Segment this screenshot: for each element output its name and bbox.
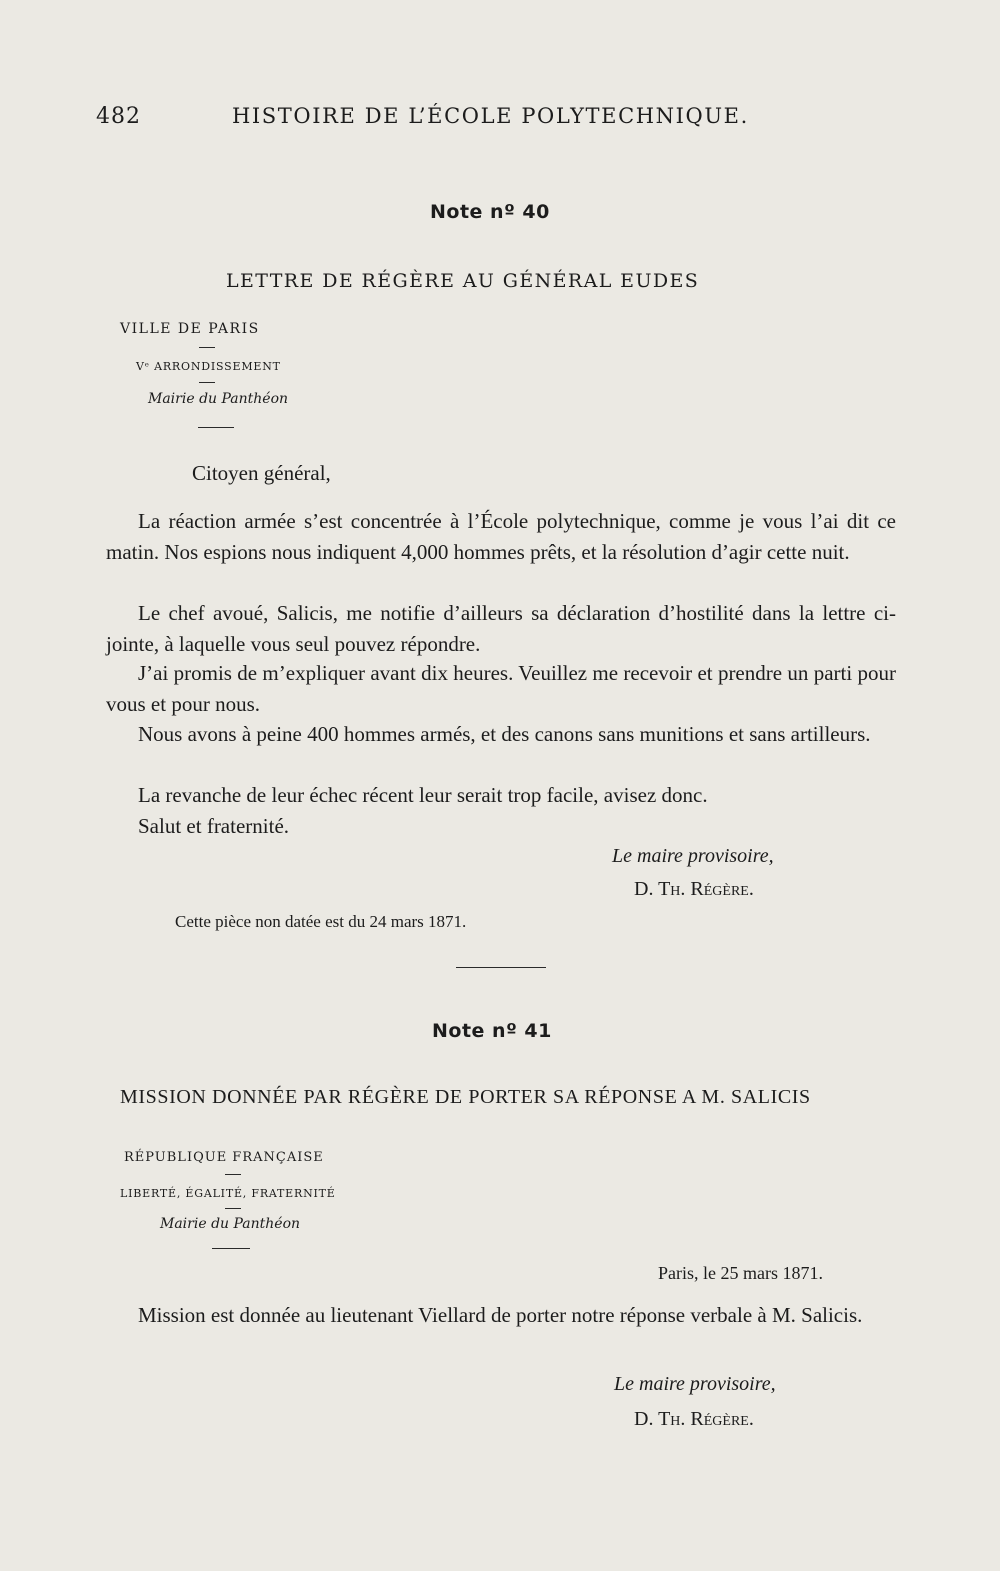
letterhead-rule: [198, 427, 234, 428]
letterhead-arrondissement: Vᵉ ARRONDISSEMENT: [136, 360, 281, 373]
letter-closing: Salut et fraternité.: [138, 814, 290, 838]
signature-title: Le maire provisoire,: [612, 845, 774, 867]
letterhead-mairie: Mairie du Panthéon: [148, 391, 289, 407]
signature-name: D. Th. Régère.: [634, 878, 754, 900]
dateline: Paris, le 25 mars 1871.: [658, 1263, 823, 1283]
note-41-title: Note nº 41: [432, 1020, 552, 1042]
mission-paragraph: Mission est donnée au lieutenant Viellard de porter notre réponse verbale à M. Salicis.: [138, 1303, 863, 1327]
letterhead-dash: [225, 1174, 241, 1175]
note-40-heading: LETTRE DE RÉGÈRE AU GÉNÉRAL EUDES: [226, 270, 700, 292]
letterhead-dash: [225, 1208, 241, 1209]
letterhead-dash: [199, 382, 215, 383]
section-separator: [456, 967, 546, 968]
footnote: Cette pièce non datée est du 24 mars 1871.: [175, 912, 467, 931]
letterhead-republic: RÉPUBLIQUE FRANÇAISE: [124, 1150, 324, 1165]
page-number: 482: [96, 104, 141, 129]
letter-paragraph: La réaction armée s’est concentrée à l’École polytechnique, comme je vous l’ai dit ce matin. Nos espions nous indiquent 4,000 hommes prêts, et la résolution d’agir cette nuit.: [106, 509, 896, 564]
note-40-title: Note nº 40: [430, 201, 550, 223]
note-41-heading: MISSION DONNÉE PAR RÉGÈRE DE PORTER SA RÉPONSE A M. SALICIS: [120, 1086, 811, 1108]
signature-title: Le maire provisoire,: [614, 1373, 776, 1395]
salutation: Citoyen général,: [192, 461, 331, 485]
letterhead-city: VILLE DE PARIS: [120, 321, 260, 337]
letter-paragraph: Le chef avoué, Salicis, me notifie d’ailleurs sa déclaration d’hostilité dans la lettre ci-jointe, à laquelle vous seul pouvez répondre.: [106, 601, 896, 656]
running-title: HISTOIRE DE L’ÉCOLE POLYTECHNIQUE.: [232, 104, 749, 128]
letterhead-rule: [212, 1248, 250, 1249]
letter-paragraph: Nous avons à peine 400 hommes armés, et des canons sans munitions et sans artilleurs.: [138, 722, 871, 746]
letterhead-dash: [199, 347, 215, 348]
signature-name: D. Th. Régère.: [634, 1408, 754, 1430]
letterhead-mairie: Mairie du Panthéon: [160, 1216, 301, 1232]
letter-paragraph: La revanche de leur échec récent leur serait trop facile, avisez donc.: [138, 783, 708, 807]
letterhead-motto: LIBERTÉ, ÉGALITÉ, FRATERNITÉ: [120, 1187, 336, 1200]
letter-paragraph: J’ai promis de m’expliquer avant dix heures. Veuillez me recevoir et prendre un parti pour vous et pour nous.: [106, 661, 896, 716]
